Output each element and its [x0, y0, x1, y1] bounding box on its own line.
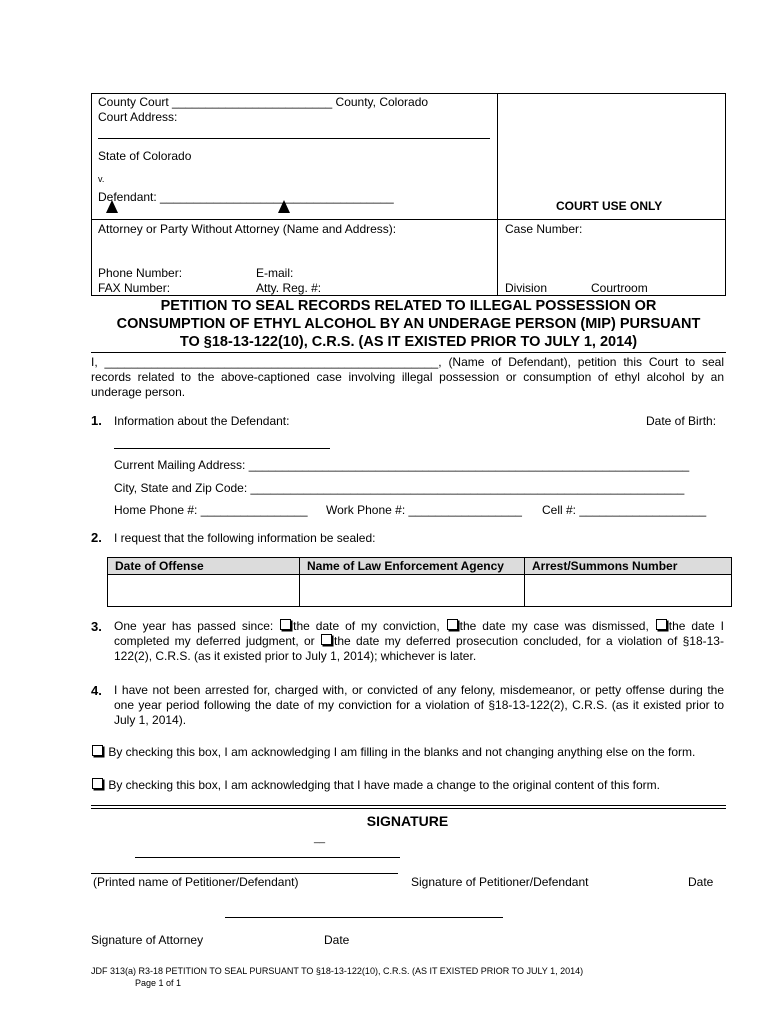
form-title-line-1: PETITION TO SEAL RECORDS RELATED TO ILLEGAL POSSESSION OR: [160, 298, 657, 314]
signature-divider-bottom: [91, 808, 726, 809]
printed-name-line-2[interactable]: [91, 873, 398, 874]
cell-phone-field[interactable]: Cell #: ___________________: [542, 503, 707, 517]
cell-agency[interactable]: [300, 575, 525, 607]
court-use-only-label: COURT USE ONLY: [556, 199, 663, 213]
petitioner-signature-label: Signature of Petitioner/Defendant: [411, 875, 589, 889]
caption-divider: [497, 93, 498, 296]
option-deferred-prosecution: the date my deferred prosecution concluded, for a violation of §18-13-122(2), C.R.S. (as it existed prior to July 1, 2014); whichever is later.: [114, 634, 724, 663]
checkbox-conviction[interactable]: [280, 619, 291, 630]
division-label: Division: [505, 281, 548, 295]
caption-row-divider: [91, 219, 726, 220]
signature-dash: __: [314, 833, 326, 844]
cell-arrest-number[interactable]: [525, 575, 732, 607]
option-dismissed: the date my case was dismissed,: [459, 619, 655, 633]
section-2-number: 2.: [91, 530, 102, 545]
work-phone-field[interactable]: Work Phone #: _________________: [326, 503, 522, 517]
section-1-label: Information about the Defendant:: [114, 414, 290, 428]
section-1-number: 1.: [91, 413, 102, 428]
section-3-number: 3.: [91, 619, 102, 634]
signature-heading: SIGNATURE: [366, 813, 449, 829]
section-2-label: I request that the following information be sealed:: [114, 531, 376, 545]
court-address-line[interactable]: [98, 138, 490, 139]
petitioner-date-label: Date: [688, 875, 714, 889]
versus-label: v.: [98, 174, 105, 184]
checkbox-no-change[interactable]: [92, 745, 103, 756]
checkbox-deferred-judgment[interactable]: [656, 619, 667, 630]
header-arrest-number: Arrest/Summons Number: [525, 558, 732, 575]
acknowledge-no-change-text: By checking this box, I am acknowledging I am filling in the blanks and not changing anything else on the form.: [108, 745, 696, 759]
cell-date-of-offense[interactable]: [108, 575, 300, 607]
date-of-birth-label: Date of Birth:: [646, 414, 717, 428]
court-address-label: Court Address:: [98, 110, 178, 124]
form-title-line-2: CONSUMPTION OF ETHYL ALCOHOL BY AN UNDERAGE PERSON (MIP) PURSUANT: [116, 316, 701, 332]
header-agency: Name of Law Enforcement Agency: [300, 558, 525, 575]
triangle-icon-left: [106, 200, 118, 213]
city-state-zip-field[interactable]: City, State and Zip Code: _________________________________________________________________: [114, 481, 685, 495]
offense-table-header: [108, 558, 732, 575]
printed-name-label: (Printed name of Petitioner/Defendant): [93, 875, 299, 889]
state-label: State of Colorado: [98, 149, 192, 163]
header-date-of-offense: Date of Offense: [108, 558, 300, 575]
dob-line[interactable]: [114, 448, 330, 449]
checkbox-deferred-prosecution[interactable]: [321, 634, 332, 645]
attorney-signature-line[interactable]: [225, 917, 503, 918]
phone-label: Phone Number:: [98, 266, 183, 280]
section-3-text: [114, 619, 724, 664]
mailing-address-field[interactable]: Current Mailing Address: __________________________________________________________________: [114, 458, 690, 472]
courtroom-label: Courtroom: [591, 281, 648, 295]
signature-divider-top: [91, 805, 726, 806]
acknowledge-change: [91, 778, 724, 793]
footer-form-id: JDF 313(a) R3-18 PETITION TO SEAL PURSUANT TO §18-13-122(10), C.R.S. (AS IT EXISTED PRIOR TO JULY 1, 2014): [91, 966, 584, 976]
checkbox-dismissed[interactable]: [447, 619, 458, 630]
intro-paragraph: I, __________________________________________________, (Name of Defendant), petition this Court to seal records related to the above-captioned case involving illegal possession or consumption of ethyl alcohol by an underage person.: [91, 355, 724, 399]
option-conviction: the date of my conviction,: [293, 619, 446, 633]
triangle-icon-right: [278, 200, 290, 213]
county-court-label: County Court ________________________ County, Colorado: [98, 95, 429, 109]
form-title-line-3: TO §18-13-122(10), C.R.S. (AS IT EXISTED PRIOR TO JULY 1, 2014): [179, 334, 638, 350]
attorney-label: Attorney or Party Without Attorney (Name and Address):: [98, 222, 397, 236]
offense-table: [107, 557, 732, 607]
attorney-date-label: Date: [324, 933, 350, 947]
printed-name-line-1[interactable]: [135, 857, 400, 858]
email-label: E-mail:: [256, 266, 294, 280]
footer-page-number: Page 1 of 1: [135, 978, 182, 988]
section-4-text: I have not been arrested for, charged with, or convicted of any felony, misdemeanor, or petty offense during the one year period following the date of my conviction for a violation of §18-13-122(2), C.R.S. (as it existed prior to July 1, 2014).: [114, 683, 724, 727]
title-bottom-rule: [91, 352, 726, 353]
defendant-label: Defendant: ___________________________________: [98, 190, 394, 204]
section-3-intro: One year has passed since:: [114, 619, 280, 633]
section-4-number: 4.: [91, 683, 102, 698]
case-number-label: Case Number:: [505, 222, 583, 236]
option-deferred-judgment: the date I completed my deferred judgment, or: [114, 619, 724, 648]
acknowledge-change-text: By checking this box, I am acknowledging that I have made a change to the original content of this form.: [108, 778, 660, 792]
home-phone-field[interactable]: Home Phone #: ________________: [114, 503, 308, 517]
atty-reg-label: Atty. Reg. #:: [256, 281, 322, 295]
offense-table-row[interactable]: [108, 575, 732, 607]
acknowledge-no-change: [91, 745, 724, 760]
attorney-signature-label: Signature of Attorney: [91, 933, 204, 947]
checkbox-change[interactable]: [92, 778, 103, 789]
fax-label: FAX Number:: [98, 281, 171, 295]
